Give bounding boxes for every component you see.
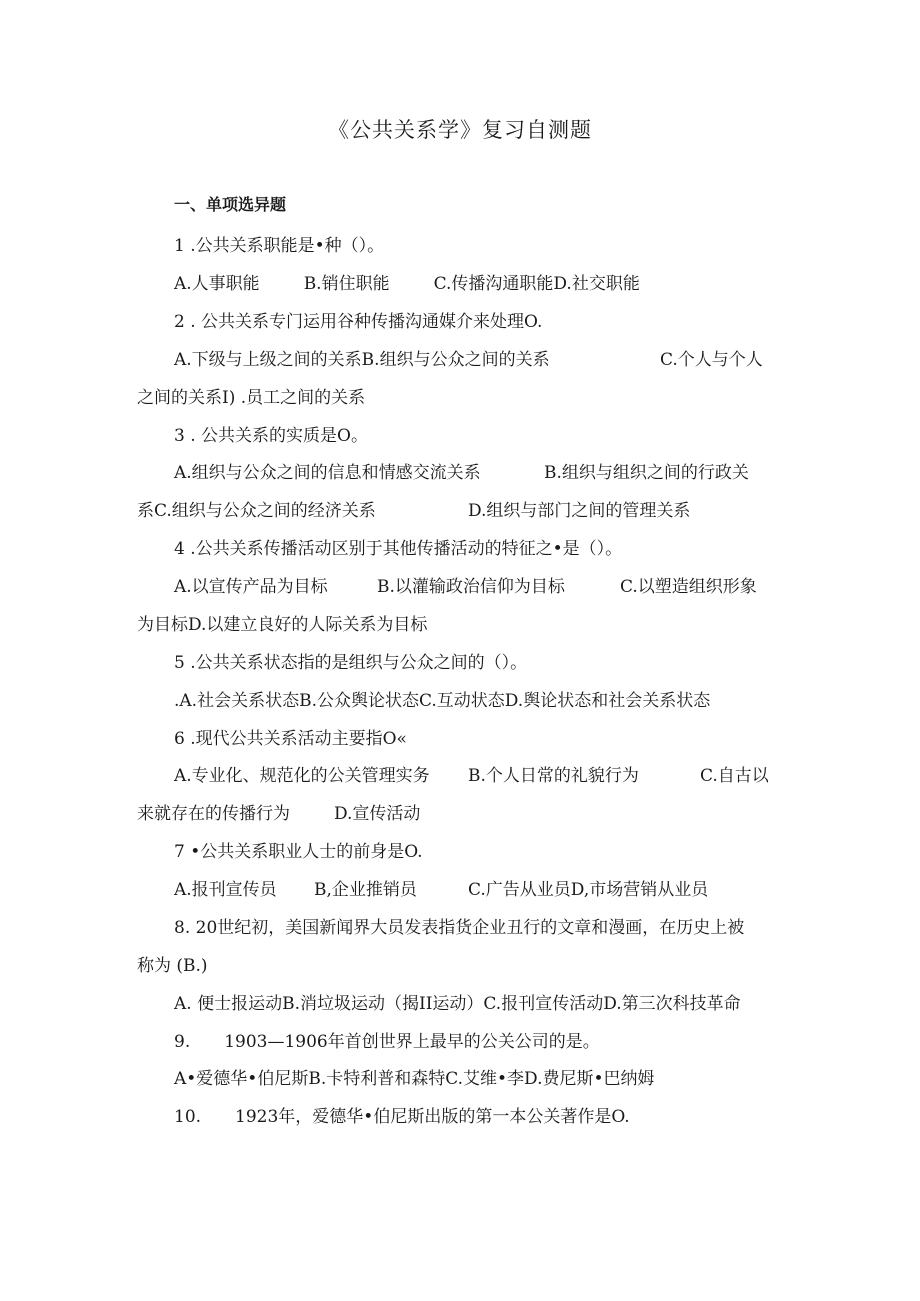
document-title: 《公共关系学》复习自测题 (328, 118, 592, 142)
question-8-stem: 8. 20世纪初，美国新闻界大员发表指货企业丑行的文章和漫画，在历史上被 (174, 918, 745, 938)
question-6-option-c: C.自古以 (700, 766, 769, 786)
question-1-option-b: B.销住职能 (303, 274, 390, 294)
question-6-option-c-cont: 来就存在的传播行为 (137, 804, 290, 824)
question-1-options (174, 272, 640, 296)
question-5-options: .A.社会关系状态B.公众舆论状态C.互动状态D.舆论状态和社会关系状态 (174, 691, 711, 711)
question-1-stem: 1 .公共关系职能是•种（）。 (174, 236, 385, 256)
question-4-option-cont: 为目标D.以建立良好的人际关系为目标 (137, 615, 428, 635)
question-1-option-cd: C.传播沟通职能D.社交职能 (433, 274, 640, 294)
question-9-stem: 9. 1903—1906年首创世界上最早的公关公司的是。 (174, 1032, 600, 1052)
question-2-stem: 2 . 公共关系专门运用谷种传播沟通媒介来处理O. (174, 312, 543, 332)
question-7-stem: 7 •公共关系职业人士的前身是O. (174, 842, 423, 862)
question-8-options: A. 便士报运动B.消垃圾运动（揭II运动）C.报刊宣传活动D.第三次科技革命 (174, 994, 741, 1014)
question-7-option-b: B,企业推销员 (314, 880, 417, 900)
question-7-option-cd: C.广告从业员D,市场营销从业员 (468, 880, 709, 900)
question-4-stem: 4 .公共关系传播活动区别于其他传播活动的特征之•是（）。 (174, 539, 623, 559)
question-7-option-a: A.报刊宣传员 (174, 880, 277, 900)
question-6-option-d: D.宣传活动 (334, 804, 421, 824)
question-3-option-b: B.组织与组织之间的行政关 (544, 463, 749, 483)
question-2-option-c: C.个人与个人 (660, 350, 763, 370)
question-8-stem-cont: 称为 (B.) (137, 956, 208, 976)
question-6-option-b: B.个人日常的礼貌行为 (468, 766, 639, 786)
question-4-option-b: B.以灌输政治信仰为目标 (377, 577, 565, 597)
question-6-option-a: A.专业化、规范化的公关管理实务 (174, 766, 430, 786)
question-4-option-c: C.以塑造组织形象 (620, 577, 757, 597)
question-3-option-d: D.组织与部门之间的管理关系 (468, 501, 691, 521)
question-2-option-cont: 之间的关系I) .员工之间的关系 (137, 388, 366, 408)
question-9-options: A•爱德华•伯尼斯B.卡特利普和森特C.艾维•李D.费尼斯•巴纳姆 (174, 1069, 655, 1089)
question-10-stem: 10. 1923年，爱德华•伯尼斯出版的第一本公关著作是O. (174, 1107, 630, 1127)
question-6-stem: 6 .现代公共关系活动主要指O« (174, 729, 407, 749)
question-2-option-ab: A.下级与上级之间的关系B.组织与公众之间的关系 (174, 350, 550, 370)
question-4-option-a: A.以宣传产品为目标 (174, 577, 328, 597)
question-3-stem: 3 . 公共关系的实质是O。 (174, 426, 368, 446)
question-1-option-a: A.人事职能 (174, 274, 260, 294)
question-3-option-a: A.组织与公众之间的信息和情感交流关系 (174, 463, 481, 483)
question-3-option-c: 系C.组织与公众之间的经济关系 (137, 501, 376, 521)
question-5-stem: 5 .公共关系状态指的是组织与公众之间的（）。 (174, 653, 528, 673)
section-heading: 一、单项选异题 (174, 195, 287, 214)
